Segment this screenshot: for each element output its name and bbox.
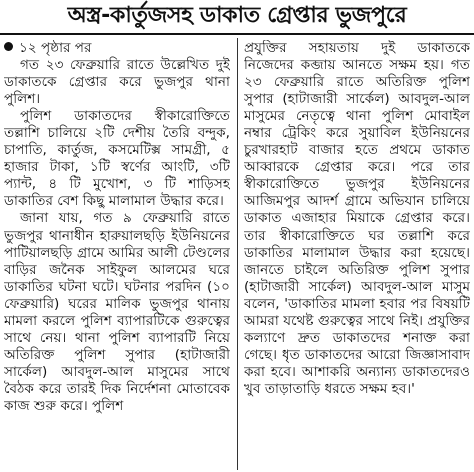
- paragraph: পুলিশ ডাকাতদের স্বীকারোক্তিতে তল্লাশি চালিয়ে ২টি দেশীয় তৈরি বন্দুক, চাপাতি, কার্তুজ, কসমেটিক্স সামগ্রী, ৫ হাজার টাকা, ১টি স্বর্ণের আংটি, ৩টি প্যান্ট, ৪ টি মুখোশ, ৩ টি শাড়িসহ ডাকাতির বেশ কিছু মালামাল উদ্ধার করে।: [4, 108, 230, 210]
- continued-text: ১২ পৃষ্ঠার পর: [19, 40, 92, 56]
- bullet-icon: [4, 42, 13, 51]
- headline: অস্ত্র-কার্তুজসহ ডাকাত গ্রেপ্তার ভুজপুরে: [67, 3, 407, 28]
- continued-marker: [4, 40, 230, 57]
- column-divider: [237, 38, 238, 470]
- paragraph: গত ২৩ ফেব্রুয়ারি রাতে উল্লেখিত দুই ডাকাতকে গ্রেপ্তার করে ভুজপুর থানা পুলিশ।: [4, 57, 230, 108]
- paragraph: প্রযুক্তির সহায়তায় দুই ডাকাতকে নিজেদের কব্জায় আনতে সক্ষম হয়। গত ২৩ ফেব্রুয়ারি রাতে অতিরিক্ত পুলিশ সুপার (হাটাজারী সার্কেল) আবদুল-আল মাসুমের নেতৃত্বে থানা পুলিশ মোবাইল নম্বার ট্রেকিং করে সুয়াবিল ইউনিয়নের চুরখারহাট বাজার হতে প্রথমে ডাকাত আব্বারকে গ্রেপ্তার করে। পরে তার স্বীকারোক্তিতে ভুজপুর ইউনিয়নের আজিমপুর আদর্শ গ্রামে অভিযান চালিয়ে ডাকাত এজাহার মিয়াকে গ্রেপ্তার করে। তার স্বীকারোক্তিতে ঘর তল্লাশি করে ডাকাতির মালামাল উদ্ধার করা হয়েছে। জানতে চাইলে অতিরিক্ত পুলিশ সুপার (হাটাজারী সার্কেল) আবদুল-আল মাসুম বলেন, 'ডাকাতির মামলা হবার পর বিষয়টি আমরা যথেষ্ট গুরুত্বের সাথে নিই। প্রযুক্তির কল্যাণে দ্রুত ডাকাতদের শনাক্ত করা গেছে। ধৃত ডাকাতদের আরো জিজ্ঞাসাবাদ করা হবে। আশাকরি অন্যান্য ডাকাতদেরও খুব তাড়াতাড়ি ধরতে সক্ষম হব।': [244, 40, 470, 397]
- right-column: [244, 40, 470, 470]
- headline-rule: [0, 33, 474, 35]
- left-column: [4, 40, 230, 470]
- paragraph: জানা যায়, গত ৯ ফেব্রুয়ারি রাতে ভুজপুর থানাধীন হারুয়ালছড়ি ইউনিয়নের পাটিয়ালছড়ি গ্রামে আমির আলী টেণ্ডলের বাড়ির জনৈক সাইফুল আলমের ঘরে ডাকাতির ঘটনা ঘটে। ঘটনার পরদিন (১০ ফেব্রুয়ারি) ঘরের মালিক ভুজপুর থানায় মামলা করলে পুলিশ ব্যাপারটিকে গুরুত্বের সাথে নেয়। থানা পুলিশ ব্যাপারটি নিয়ে অতিরিক্ত পুলিশ সুপার (হাটাজারী সার্কেল) আবদুল-আল মাসুমের সাথে বৈঠক করে তারই দিক নির্দেশনা মোতাবেক কাজ শুরু করে। পুলিশ: [4, 210, 230, 414]
